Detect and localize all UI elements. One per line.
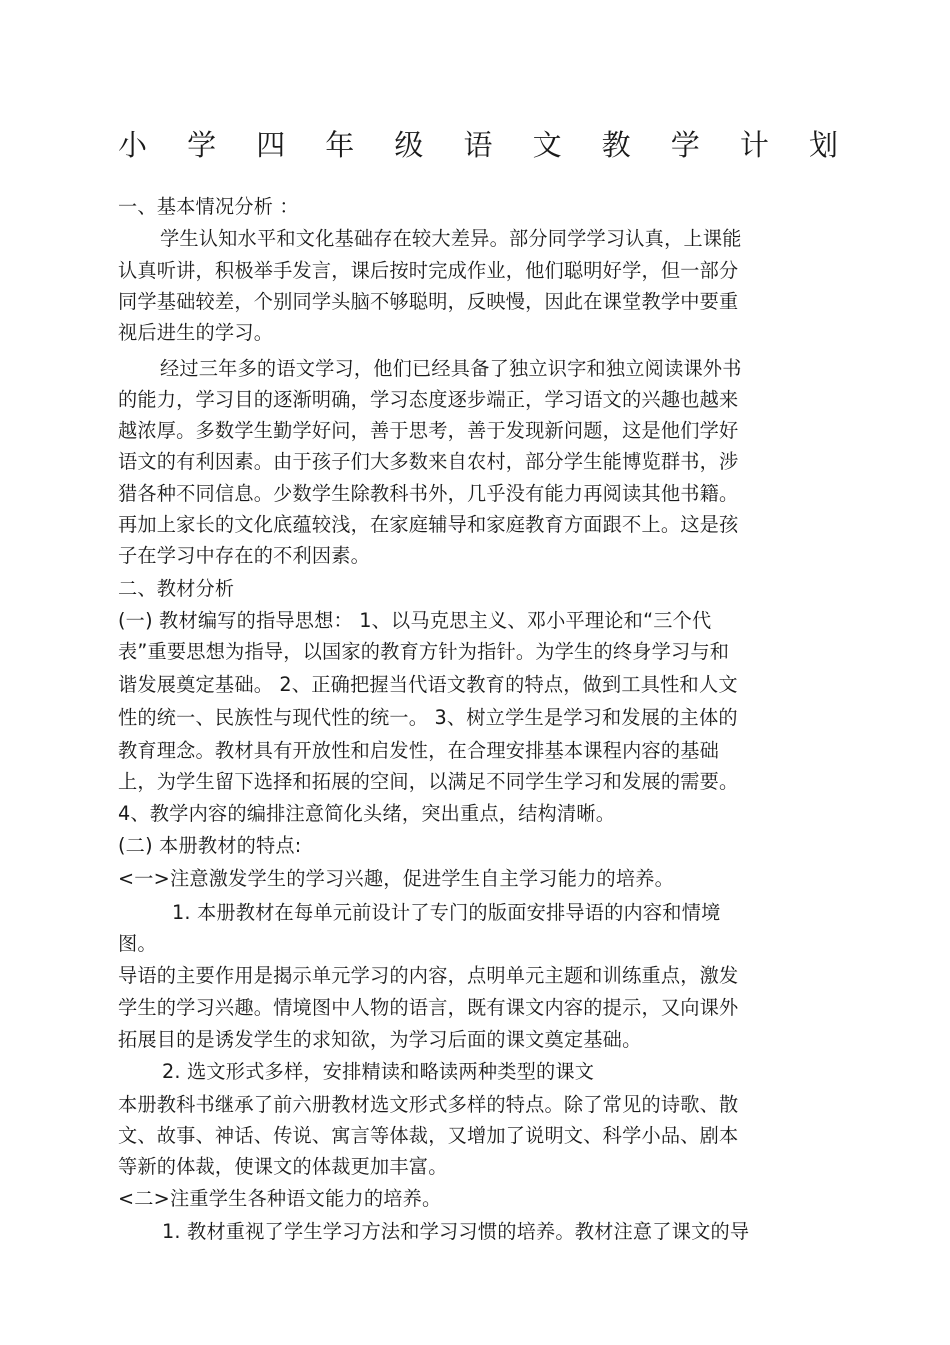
text-line: 学生认知水平和文化基础存在较大差异。部分同学学习认真，上课能 <box>160 227 742 250</box>
title-char: 年 <box>325 128 355 162</box>
subsection-heading: <一>注意激发学生的学习兴趣，促进学生自主学习能力的培养。 <box>118 867 675 890</box>
text-line: 表”重要思想为指导，以国家的教育方针为指针。为学生的终身学习与和 <box>118 640 730 663</box>
text-line: 的能力，学习目的逐渐明确，学习态度逐步端正，学习语文的兴趣也越来 <box>118 388 739 411</box>
text-line: 上，为学生留下选择和拓展的空间，以满足不同学生学习和发展的需要。 <box>118 770 739 793</box>
title-char: 教 <box>601 128 631 162</box>
text-line: (一) 教材编写的指导思想： 1、以马克思主义、邓小平理论和“三个代 <box>118 609 712 632</box>
text-line: 1. 教材重视了学生学习方法和学习习惯的培养。教材注意了课文的导 <box>162 1220 750 1243</box>
title-char: 计 <box>739 128 769 162</box>
text-line: 再加上家长的文化底蕴较浅，在家庭辅导和家庭教育方面跟不上。这是孩 <box>118 513 739 536</box>
text-line: 性的统一、民族性与现代性的统一。 3、树立学生是学习和发展的主体的 <box>118 706 738 729</box>
text-line: 学生的学习兴趣。情境图中人物的语言，既有课文内容的提示，又向课外 <box>118 996 739 1019</box>
title-char: 小 <box>118 128 148 162</box>
text-line: 同学基础较差，个别同学头脑不够聪明，反映慢，因此在课堂教学中要重 <box>118 290 739 313</box>
document-title <box>118 122 838 168</box>
text-line: 图。 <box>118 932 157 955</box>
text-line: 4、教学内容的编排注意简化头绪，突出重点，结构清晰。 <box>118 802 616 825</box>
text-line: 拓展目的是诱发学生的求知欲，为学习后面的课文奠定基础。 <box>118 1028 642 1051</box>
text-line: 经过三年多的语文学习，他们已经具备了独立识字和独立阅读课外书 <box>160 357 742 380</box>
subsection-heading: (二) 本册教材的特点: <box>118 834 302 857</box>
text-line: 谐发展奠定基础。 2、正确把握当代语文教育的特点，做到工具性和人文 <box>118 673 738 696</box>
title-char: 语 <box>463 128 493 162</box>
section-heading-textbook-analysis: 二、教材分析 <box>118 577 235 600</box>
title-char: 划 <box>808 128 838 162</box>
title-char: 文 <box>532 128 562 162</box>
text-line: 1. 本册教材在每单元前设计了专门的版面安排导语的内容和情境 <box>172 901 721 924</box>
text-line: 导语的主要作用是揭示单元学习的内容，点明单元主题和训练重点，激发 <box>118 964 739 987</box>
title-char: 学 <box>187 128 217 162</box>
text-line: 文、故事、神话、传说、寓言等体裁，又增加了说明文、科学小品、剧本 <box>118 1124 739 1147</box>
text-line: 子在学习中存在的不利因素。 <box>118 544 371 567</box>
text-line: 视后进生的学习。 <box>118 321 274 344</box>
section-heading-basic-analysis: 一、基本情况分析 ： <box>118 195 299 218</box>
title-char: 级 <box>394 128 424 162</box>
title-char: 四 <box>256 128 286 162</box>
text-line: 2. 选文形式多样，安排精读和略读两种类型的课文 <box>162 1060 595 1083</box>
text-line: 等新的体裁，使课文的体裁更加丰富。 <box>118 1155 448 1178</box>
text-line: 教育理念。教材具有开放性和启发性，在合理安排基本课程内容的基础 <box>118 739 720 762</box>
text-line: 本册教科书继承了前六册教材选文形式多样的特点。除了常见的诗歌、散 <box>118 1093 739 1116</box>
title-char: 学 <box>670 128 700 162</box>
text-line: 语文的有利因素。由于孩子们大多数来自农村，部分学生能博览群书，涉 <box>118 450 739 473</box>
text-line: 越浓厚。多数学生勤学好问，善于思考，善于发现新问题，这是他们学好 <box>118 419 739 442</box>
text-line: 猎各种不同信息。少数学生除教科书外，几乎没有能力再阅读其他书籍。 <box>118 482 739 505</box>
subsection-heading: <二>注重学生各种语文能力的培养。 <box>118 1187 442 1210</box>
text-line: 认真听讲，积极举手发言，课后按时完成作业，他们聪明好学，但一部分 <box>118 259 739 282</box>
